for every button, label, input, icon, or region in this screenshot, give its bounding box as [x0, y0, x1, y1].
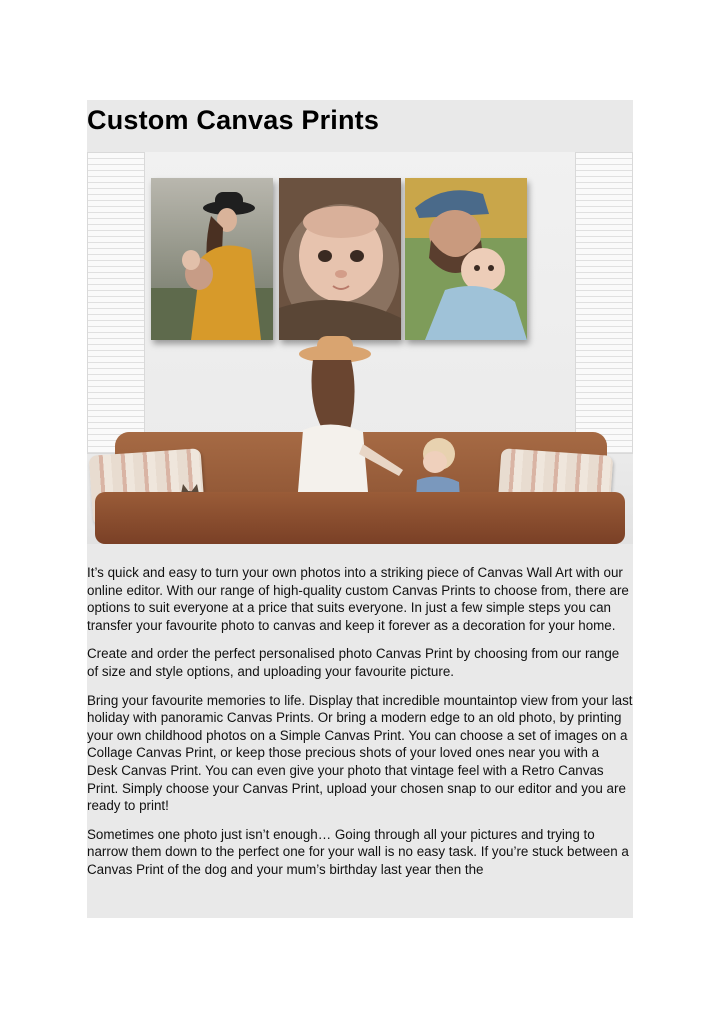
window-blind-right	[575, 152, 633, 454]
canvas-print-father	[405, 178, 527, 340]
canvas-print-mother	[151, 178, 273, 340]
paragraph: It’s quick and easy to turn your own photos into a striking piece of Canvas Wall Art with our online editor. With our range of high-quality custom Canvas Prints to choose from, there are options to suit everyone at a price that suits everyone. In just a few simple steps you can transfer your favourite photo to canvas and keep it forever as a decoration for your home.	[87, 565, 629, 633]
document-page	[87, 100, 633, 918]
paragraph: Create and order the perfect personalised photo Canvas Print by choosing from our range of size and style options, and uploading your favourite picture.	[87, 646, 620, 679]
canvas-print-baby	[279, 178, 401, 340]
paragraph: Bring your favourite memories to life. Display that incredible mountaintop view from your last holiday with panoramic Canvas Prints. Or bring a modern edge to an old photo, by printing your own childhood photos on a Simple Canvas Print. You can choose a set of images on a Collage Canvas Print, or keep those precious shots of your loved ones near you with a Desk Canvas Print. You can even give your photo that vintage feel with a Retro Canvas Print. Simply choose your Canvas Print, upload your chosen snap to our editor and you are ready to print!	[87, 692, 633, 814]
hero-image	[87, 152, 633, 544]
paragraph: Sometimes one photo just isn’t enough… Going through all your pictures and trying to narrow them down to the perfect one for your wall is no easy task. If you’re stuck between a Canvas Print of the dog and your mum’s birthday last year then the	[87, 826, 629, 877]
window-blind-left	[87, 152, 145, 454]
page-title: Custom Canvas Prints	[87, 105, 380, 135]
article-body	[87, 564, 633, 890]
sofa-seat	[95, 492, 625, 544]
